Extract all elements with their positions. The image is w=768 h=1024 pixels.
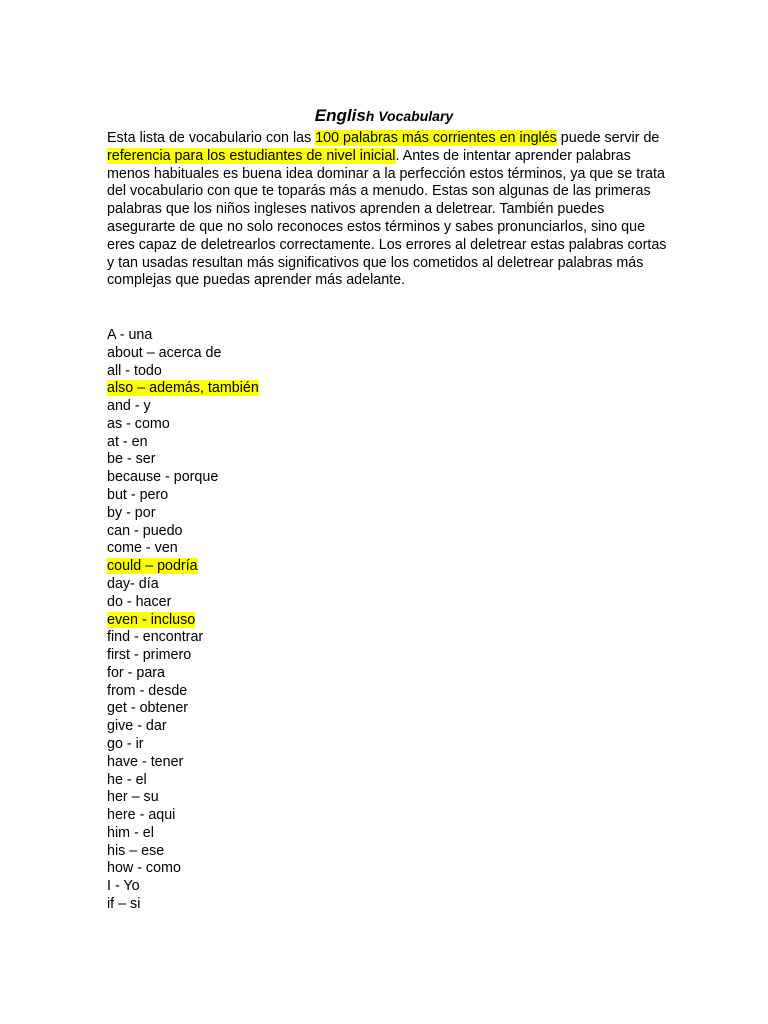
- vocab-item-text: have - tener: [107, 753, 184, 770]
- vocab-item: [107, 647, 407, 665]
- vocab-item-text: how - como: [107, 860, 181, 877]
- vocab-item-text: I - Yo: [107, 878, 140, 895]
- intro-text-3: . Antes de intentar aprender palabras menos habituales es buena idea dominar a la perfección estos términos, ya que se trata del vocabulario con que te toparás más a menudo. Estas son algunas de las primeras palabras que los niños ingleses nativos aprenden a deletrear. También puedes asegurarte de que no solo reconoces estos términos y sabes pronunciarlos, sino que eres capaz de deletrearlos correctamente. Los errores al deletrear estas palabras cortas y tan usadas resultan más significativos que los cometidos al deletrear palabras más complejas que puedas aprender más adelante.: [107, 147, 667, 289]
- vocab-item: [107, 576, 407, 594]
- vocab-item-text: do - hacer: [107, 593, 172, 610]
- vocab-item: [107, 469, 407, 487]
- title-part-small: h Vocabulary: [365, 108, 454, 124]
- vocab-item: [107, 718, 407, 736]
- vocab-item-text: about – acerca de: [107, 344, 222, 361]
- vocab-item-text: because - porque: [107, 469, 219, 486]
- vocab-item: [107, 683, 407, 701]
- vocab-item-text: him - el: [107, 824, 154, 841]
- vocab-item-text: can - puedo: [107, 522, 183, 539]
- page-title: [0, 92, 768, 129]
- vocab-item: [107, 825, 407, 843]
- intro-text-1: Esta lista de vocabulario con las: [107, 130, 316, 146]
- vocab-item-text: day- día: [107, 575, 159, 592]
- vocab-item-text: give - dar: [107, 718, 167, 735]
- vocab-item: [107, 345, 407, 363]
- vocab-item: [107, 700, 407, 718]
- vocab-item-text: could – podría: [107, 558, 198, 575]
- vocab-item-text: but - pero: [107, 487, 169, 504]
- vocab-item: [107, 594, 407, 612]
- vocab-item: [107, 363, 407, 381]
- vocab-item: [107, 398, 407, 416]
- vocab-item: [107, 540, 407, 558]
- vocab-item-text: all - todo: [107, 362, 162, 379]
- vocab-item-text: and - y: [107, 398, 151, 415]
- vocab-item: [107, 878, 407, 896]
- vocab-item: [107, 451, 407, 469]
- title-part-large: Englis: [314, 106, 366, 125]
- vocab-item-text: get - obtener: [107, 700, 189, 717]
- intro-highlight-1: 100 palabras más corrientes en inglés: [315, 130, 557, 146]
- vocab-item: [107, 487, 407, 505]
- vocab-item-text: here - aqui: [107, 807, 176, 824]
- vocab-item: [107, 416, 407, 434]
- vocab-item-text: if – si: [107, 896, 141, 912]
- vocab-item: [107, 629, 407, 647]
- vocab-item-text: first - primero: [107, 647, 192, 664]
- vocab-item: [107, 665, 407, 683]
- vocab-item: [107, 327, 407, 345]
- vocab-item-text: her – su: [107, 789, 159, 806]
- vocab-item-text: go - ir: [107, 735, 144, 752]
- vocab-item-text: as - como: [107, 415, 170, 432]
- vocab-item-text: he - el: [107, 771, 147, 788]
- vocab-item-text: from - desde: [107, 682, 188, 699]
- vocab-item: [107, 505, 407, 523]
- vocab-item: [107, 612, 407, 630]
- vocab-item: [107, 772, 407, 790]
- vocab-item: [107, 558, 407, 576]
- vocab-item-text: be - ser: [107, 451, 156, 468]
- vocab-item: [107, 434, 407, 452]
- vocab-item-text: also – además, también: [107, 380, 259, 397]
- vocab-item-text: at - en: [107, 433, 148, 450]
- vocab-item: [107, 807, 407, 825]
- intro-text-2: puede servir de: [556, 130, 660, 146]
- vocab-item: [107, 843, 407, 861]
- vocab-item: [107, 860, 407, 878]
- vocabulary-list: [107, 327, 407, 914]
- vocab-item: [107, 380, 407, 398]
- vocab-item-text: even - incluso: [107, 611, 196, 628]
- vocab-item-text: find - encontrar: [107, 629, 204, 646]
- intro-highlight-2: referencia para los estudiantes de nivel inicial: [107, 147, 396, 164]
- intro-paragraph: [107, 130, 667, 290]
- vocab-item: [107, 896, 407, 914]
- vocab-item-text: come - ven: [107, 540, 178, 557]
- vocab-item-text: A - una: [107, 327, 153, 343]
- vocab-item: [107, 736, 407, 754]
- vocab-item: [107, 754, 407, 772]
- vocab-item-text: by - por: [107, 504, 156, 521]
- vocab-item: [107, 789, 407, 807]
- vocab-item-text: for - para: [107, 664, 166, 681]
- vocab-item: [107, 523, 407, 541]
- vocab-item-text: his – ese: [107, 842, 165, 859]
